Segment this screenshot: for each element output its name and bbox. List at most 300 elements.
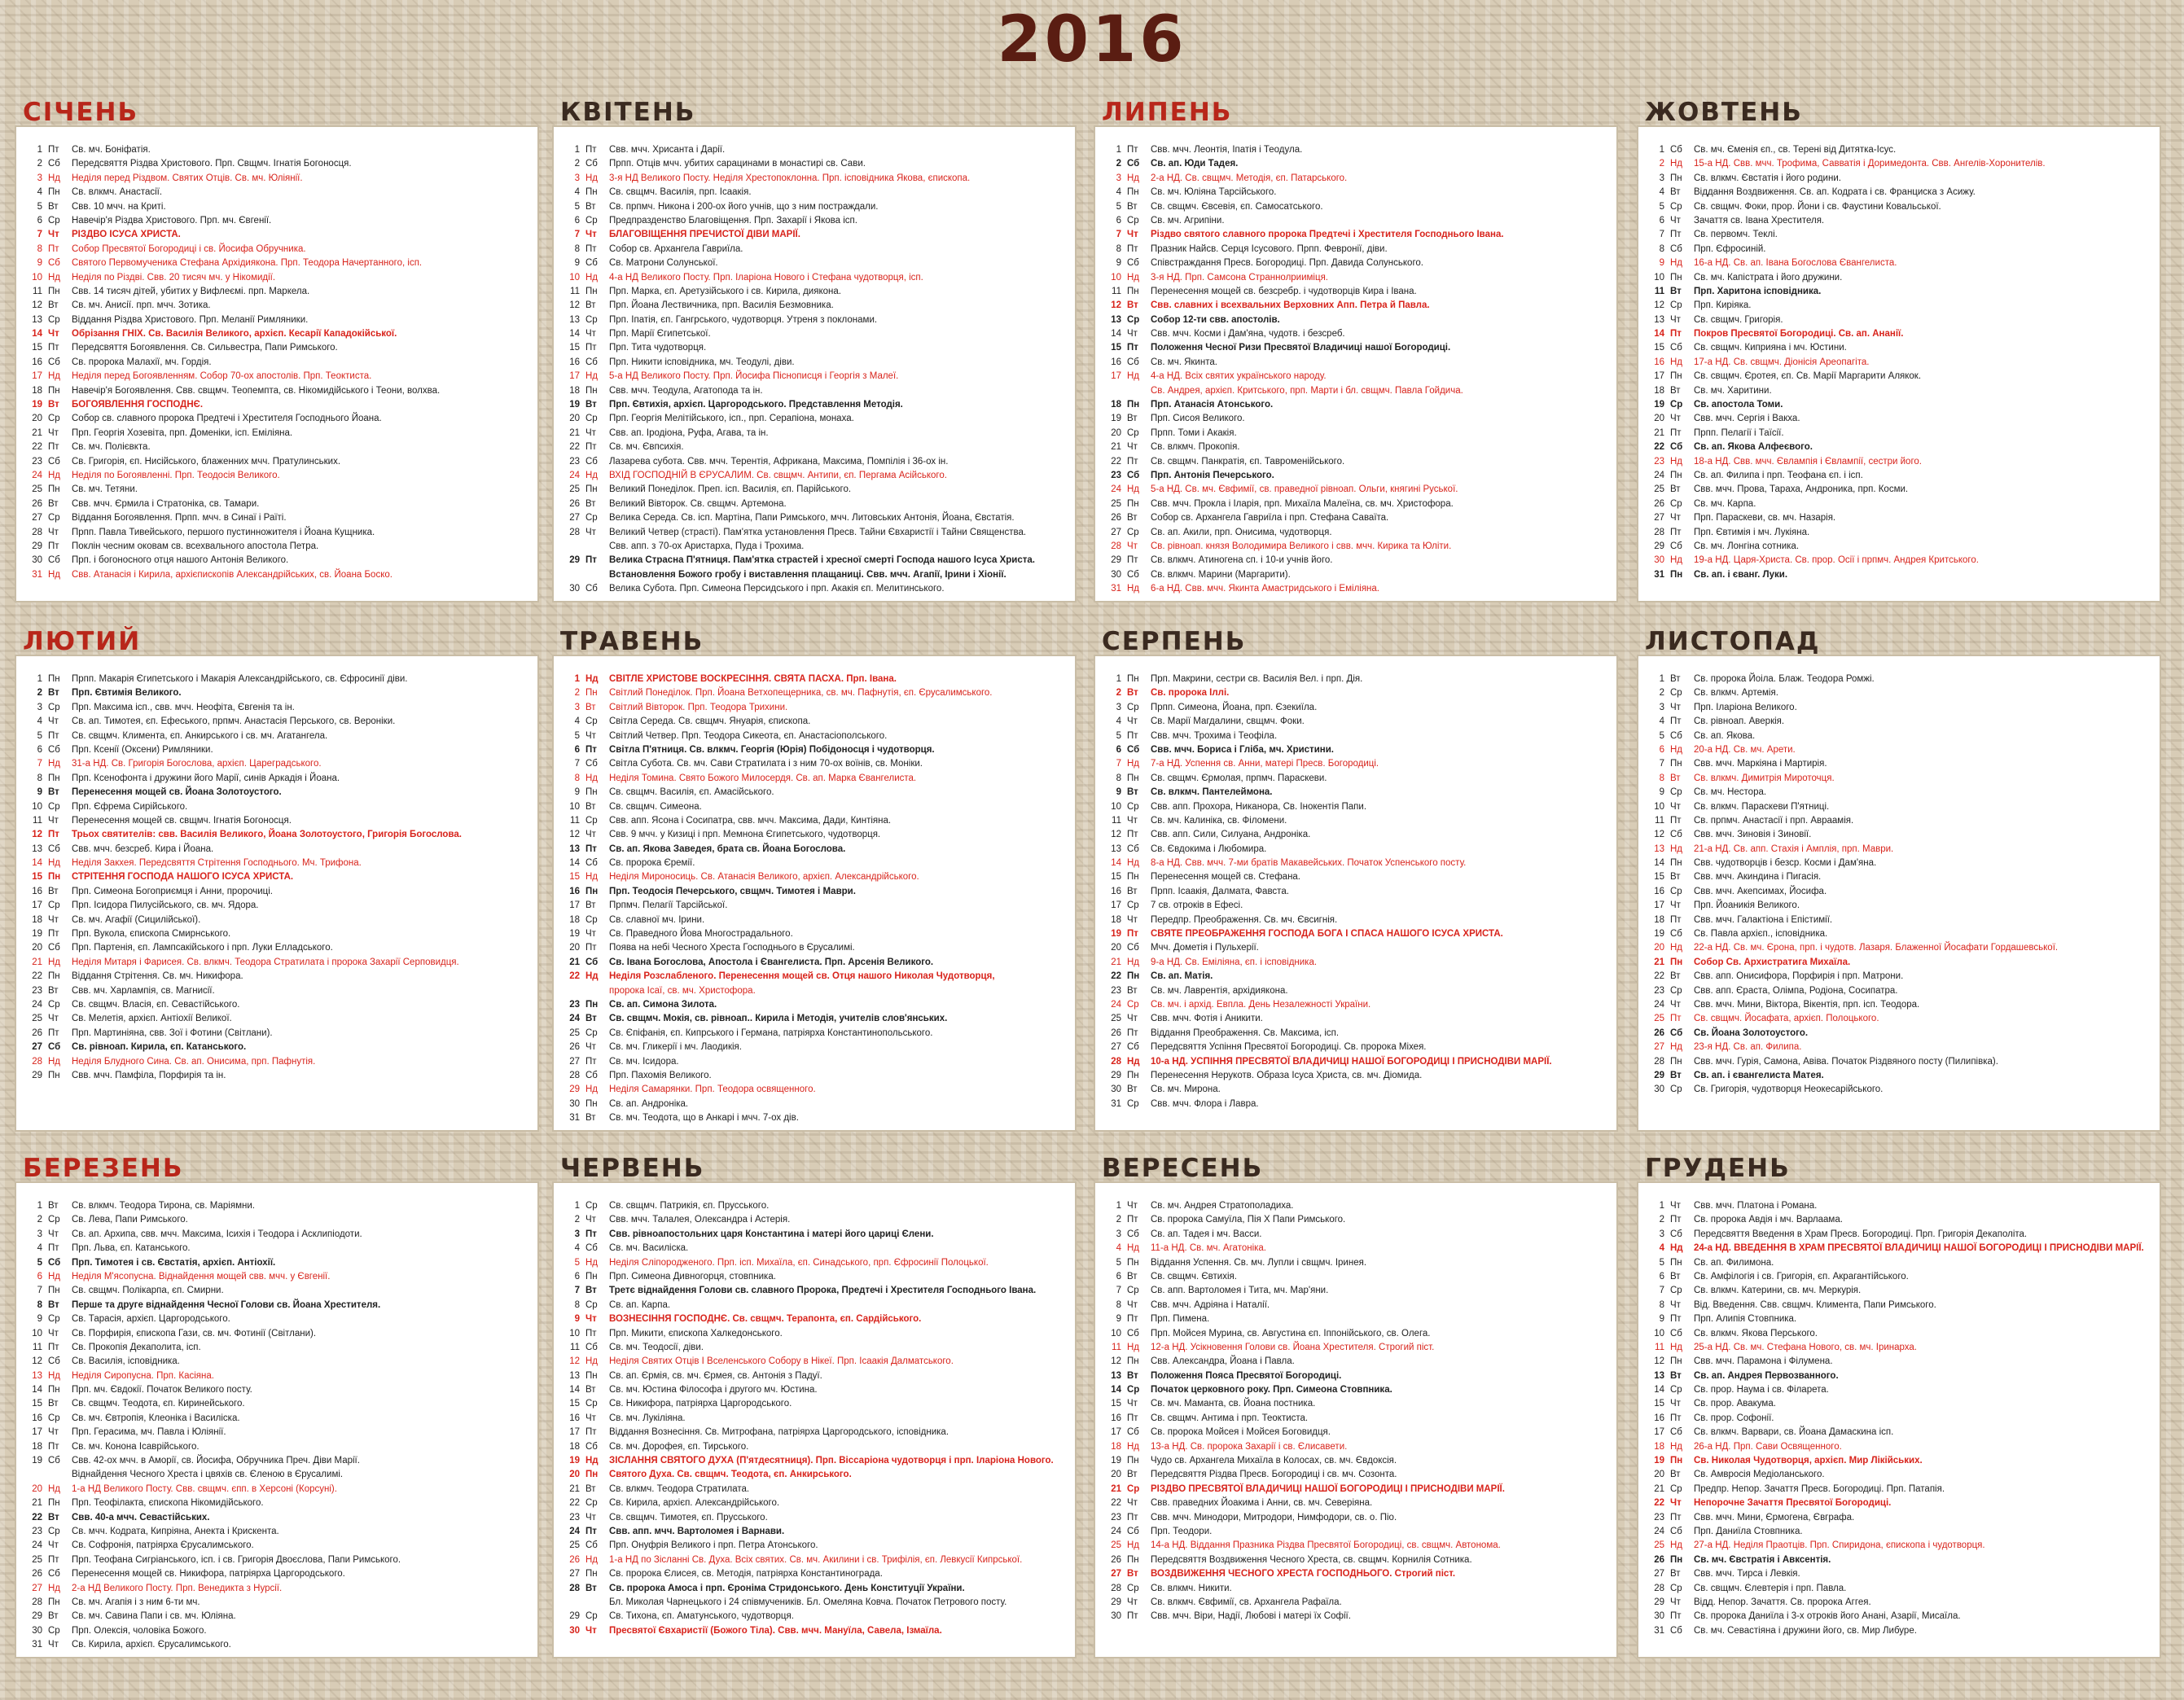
weekday: Пт <box>1670 914 1682 925</box>
weekday: Нд <box>585 971 599 982</box>
day-text: Св. мч. Полієвкта. <box>72 442 151 453</box>
day-row <box>24 1440 529 1454</box>
day-number: 15 <box>32 1399 42 1409</box>
day-row <box>1103 483 1608 497</box>
day-row <box>1647 1041 2151 1054</box>
day-row <box>1647 1242 2151 1255</box>
day-number: 5 <box>1116 1257 1121 1268</box>
day-row <box>1103 1525 1608 1539</box>
day-number: 27 <box>1111 1569 1121 1580</box>
month-block <box>16 96 537 601</box>
day-row <box>1103 313 1608 327</box>
day-row <box>1647 1397 2151 1411</box>
day-text: Св. влкмч. Якова Перського. <box>1694 1328 1818 1339</box>
day-text: Св. свщмч. Василія, прп. Ісаакія. <box>609 187 752 198</box>
day-row <box>562 927 1067 941</box>
weekday: Чт <box>585 1215 596 1225</box>
day-row <box>24 1638 529 1652</box>
day-number: 12 <box>32 300 42 311</box>
day-number: 27 <box>1654 1042 1664 1053</box>
weekday: Нд <box>1670 159 1683 169</box>
day-row <box>562 256 1067 270</box>
weekday: Пт <box>1127 343 1138 353</box>
day-number: 3 <box>1116 702 1121 712</box>
day-number: 10 <box>569 1328 580 1339</box>
weekday: Пн <box>585 286 598 296</box>
weekday: Вт <box>48 1399 59 1409</box>
day-row <box>1103 686 1608 700</box>
day-number: 31 <box>32 1640 42 1650</box>
day-row <box>24 228 529 242</box>
day-number: 23 <box>569 1512 580 1523</box>
weekday <box>42 1468 72 1482</box>
day-row <box>24 1567 529 1581</box>
day-text: Неділя по Богоявленні. Прп. Теодосія Великого. <box>72 470 280 480</box>
day-text: Свв. мчч. Зиновія і Зиновії. <box>1694 830 1812 840</box>
day-row <box>562 497 1067 511</box>
day-text: Св. свщмч. Климента, єп. Анкирського і св. мч. Агатангела. <box>72 730 328 741</box>
day-row <box>24 1596 529 1610</box>
day-row <box>1103 1596 1608 1610</box>
day-number: 20 <box>32 943 42 953</box>
day-number: 12 <box>1111 830 1121 840</box>
day-text: Св. мч. і архід. Евпла. День Незалежності України. <box>1151 999 1371 1010</box>
day-number: 1 <box>574 1201 580 1211</box>
day-number: 1 <box>1659 145 1664 155</box>
weekday: Пн <box>1127 1554 1139 1565</box>
day-text: Св. мчч. Кодрата, Кипріяна, Анекта і Крискента. <box>72 1526 279 1536</box>
weekday: Сб <box>1127 569 1139 580</box>
weekday: Чт <box>1127 815 1138 826</box>
day-text: Св. мч. Василіска. <box>609 1243 689 1254</box>
weekday: Пт <box>585 555 597 566</box>
day-number: 2 <box>1659 1215 1664 1225</box>
day-row <box>24 214 529 228</box>
day-text: Св. мч. Лукіліяна. <box>609 1413 686 1423</box>
day-row <box>24 800 529 814</box>
day-number: 25 <box>1654 1014 1664 1024</box>
day-number: 1 <box>37 1201 42 1211</box>
day-row <box>1647 743 2151 757</box>
day-row <box>1103 540 1608 554</box>
weekday: Пт <box>1127 1027 1138 1038</box>
weekday: Пн <box>1127 1456 1139 1466</box>
day-text: Прп. Єфрема Сирійського. <box>72 801 188 812</box>
day-row <box>562 885 1067 899</box>
day-row <box>1103 228 1608 242</box>
day-text: Відд. Непор. Зачаття. Св. пророка Аггея. <box>1694 1597 1871 1607</box>
day-row <box>24 843 529 857</box>
weekday: Сб <box>1670 1526 1682 1536</box>
day-number: 6 <box>1659 215 1664 226</box>
day-text: Свв. мчч. Єрмила і Стратоніка, св. Тамари. <box>72 498 260 509</box>
day-row <box>1647 1412 2151 1426</box>
weekday: Сб <box>1670 730 1682 741</box>
month-title: ВЕРЕСЕНЬ <box>1102 1154 1264 1183</box>
weekday: Пн <box>1127 1356 1139 1367</box>
day-number: 17 <box>1654 371 1664 382</box>
day-text: Св. влкмч. Никити. <box>1151 1583 1232 1593</box>
day-text: 1-а НД Великого Посту. Свв. свщмч. єпп. в Херсоні (Корсуні). <box>72 1483 337 1494</box>
weekday: Нд <box>1127 484 1140 495</box>
day-row <box>24 157 529 171</box>
weekday: Ср <box>48 999 60 1010</box>
day-text: Перенесення Нерукотв. Образа Ісуса Христа, св. мч. Діомида. <box>1151 1070 1423 1080</box>
weekday: Сб <box>1127 1526 1139 1536</box>
day-row <box>562 673 1067 686</box>
day-number: 29 <box>32 1070 42 1080</box>
day-row <box>24 1397 529 1411</box>
day-number: 5 <box>37 730 42 741</box>
day-row <box>562 1228 1067 1242</box>
day-text: Прп. Параскеви, св. мч. Назарія. <box>1694 513 1836 524</box>
weekday: Чт <box>48 1540 59 1551</box>
day-text: 11-а НД. Св. мч. Агатоніка. <box>1151 1243 1267 1254</box>
day-row <box>1647 1228 2151 1242</box>
day-row <box>562 1539 1067 1553</box>
day-number: 20 <box>569 414 580 424</box>
day-text: Прп. Алипія Стовпника. <box>1694 1314 1797 1325</box>
weekday: Пт <box>1670 427 1682 438</box>
day-text: 24-а НД. ВВЕДЕННЯ В ХРАМ ПРЕСВЯТОЇ ВЛАДИЧИЦІ НАШОЇ БОГОРОДИЦІ І ПРИСНОДІВИ МАРІЇ. <box>1694 1243 2144 1254</box>
day-text: Прп. Ісидора Пилусійського, св. мч. Ядора. <box>72 900 259 911</box>
day-number: 10 <box>1654 801 1664 812</box>
month-block <box>1638 625 2160 1130</box>
day-number: 11 <box>1655 815 1664 826</box>
day-row <box>1647 885 2151 899</box>
weekday: Ср <box>1127 215 1139 226</box>
day-row <box>1647 1610 2151 1623</box>
weekday: Вт <box>1127 985 1138 996</box>
day-text: Свв. апп. Єраста, Олімпа, Родіона, Сосипатра. <box>1694 985 1898 996</box>
day-number: 23 <box>1111 1512 1121 1523</box>
day-row <box>562 1242 1067 1255</box>
day-row <box>1647 1383 2151 1397</box>
weekday: Сб <box>585 357 598 367</box>
day-row <box>1647 1369 2151 1383</box>
day-text: Неділя М'ясопусна. Віднайдення мощей свв. мчч. у Євгенії. <box>72 1271 331 1282</box>
day-number: 13 <box>569 1370 580 1381</box>
day-text: Свв. апп. Ясона і Сосипатра, свв. мчч. Максима, Дади, Кинтіяна. <box>609 815 892 826</box>
day-row <box>1103 469 1608 483</box>
day-row <box>1103 1412 1608 1426</box>
day-number: 25 <box>569 1540 580 1551</box>
day-text: Свв. апп. Сили, Силуана, Андроніка. <box>1151 830 1311 840</box>
day-number: 8 <box>37 773 42 783</box>
day-text: 5-а НД Великого Посту. Прп. Йосифа Піснописця і Георгія з Малеї. <box>609 371 899 382</box>
day-number: 14 <box>1654 329 1664 340</box>
day-text: Прп. і богоносного отця нашого Антонія Великого. <box>72 555 289 566</box>
day-row <box>24 327 529 341</box>
weekday: Сб <box>48 456 60 467</box>
day-number: 20 <box>1654 1470 1664 1480</box>
weekday: Сб <box>1127 744 1140 755</box>
day-number: 4 <box>1116 1243 1121 1254</box>
day-text: Передсвяття Воздвиження Чесного Хреста, св. свщмч. Корнилія Сотника. <box>1151 1554 1472 1565</box>
weekday: Ср <box>1127 702 1139 712</box>
day-row <box>562 970 1067 984</box>
day-number: 15 <box>32 343 42 353</box>
day-number: 18 <box>1654 385 1664 396</box>
day-number: 19 <box>32 929 42 940</box>
day-number: 1 <box>37 674 42 684</box>
day-number: 12 <box>1654 1356 1664 1367</box>
day-row <box>562 157 1067 171</box>
day-number: 21 <box>1111 442 1121 453</box>
day-text: Неділя Томина. Свято Божого Милосердя. Св. ап. Марка Євангелиста. <box>609 773 917 783</box>
weekday: Пн <box>585 1569 598 1580</box>
day-text: 8-а НД. Свв. мчч. 7-ми братів Макавейських. Початок Успенського посту. <box>1151 858 1467 869</box>
weekday: Пт <box>48 442 59 453</box>
day-text: 27-а НД. Неділя Праотців. Прп. Спиридона, єпископа і чудотворця. <box>1694 1540 1985 1551</box>
day-number: 14 <box>32 1385 42 1395</box>
weekday: Вт <box>1670 187 1681 198</box>
day-text: Трьох святителів: свв. Василія Великого, Йоана Золотоустого, Григорія Богослова. <box>72 830 462 840</box>
day-row <box>1647 214 2151 228</box>
day-number: 21 <box>1654 427 1664 438</box>
weekday: Пн <box>48 187 60 198</box>
day-text: Св. пророка Йоіла. Блаж. Теодора Ромжі. <box>1694 674 1875 684</box>
day-row <box>562 1412 1067 1426</box>
day-text: Свв. мчч. Акиндина і Пигасія. <box>1694 872 1822 883</box>
day-text: Св. прор. Наума і св. Філарета. <box>1694 1385 1829 1395</box>
weekday: Ср <box>585 314 598 325</box>
weekday: Пт <box>1127 830 1138 840</box>
day-number: 9 <box>37 258 42 269</box>
weekday <box>580 568 609 582</box>
day-text: Св. мч. Євпсихія. <box>609 442 684 453</box>
day-text: Св. ап. Якова Заведея, брата св. Йоана Богослова. <box>609 843 846 854</box>
day-number: 3 <box>1116 1229 1121 1239</box>
day-row <box>24 370 529 383</box>
day-number: 27 <box>1111 1042 1121 1053</box>
day-row <box>24 1553 529 1567</box>
weekday: Ср <box>1127 1098 1139 1109</box>
day-number: 25 <box>1654 1540 1664 1551</box>
day-number: 3 <box>1659 702 1664 712</box>
day-number: 1 <box>1659 674 1664 684</box>
weekday: Пн <box>1127 498 1139 509</box>
day-row <box>562 214 1067 228</box>
day-number: 6 <box>37 1271 42 1282</box>
weekday: Вт <box>1127 201 1138 212</box>
day-number: 6 <box>574 744 580 755</box>
weekday: Пн <box>585 1271 598 1282</box>
day-number: 24 <box>569 470 580 480</box>
day-number: 8 <box>1659 243 1664 254</box>
weekday: Нд <box>585 371 599 382</box>
day-row <box>562 1012 1067 1026</box>
day-number: 27 <box>1654 513 1664 524</box>
weekday: Сб <box>585 1243 598 1254</box>
day-number: 12 <box>1111 300 1121 311</box>
weekday: Ср <box>48 702 60 712</box>
day-text: Св. Павла архієп., ісповідника. <box>1694 929 1828 940</box>
weekday: Нд <box>585 173 599 183</box>
day-row <box>24 1369 529 1383</box>
day-number: 12 <box>1654 830 1664 840</box>
weekday: Пт <box>585 943 597 953</box>
day-row <box>1647 243 2151 256</box>
day-number: 29 <box>32 541 42 551</box>
day-row <box>1103 1511 1608 1525</box>
weekday: Сб <box>1127 843 1139 854</box>
day-number: 10 <box>1654 1328 1664 1339</box>
day-row <box>24 1610 529 1623</box>
day-row <box>24 772 529 786</box>
day-row <box>1647 1199 2151 1213</box>
month-title: ЧЕРВЕНЬ <box>560 1154 705 1183</box>
weekday: Чт <box>585 1042 596 1053</box>
day-number: 15 <box>1111 1399 1121 1409</box>
day-text: Перше та друге віднайдення Чесної Голови св. Йоана Хрестителя. <box>72 1299 381 1310</box>
weekday: Вт <box>585 702 596 712</box>
day-text: Св. мч. Лаврентія, архідиякона. <box>1151 985 1288 996</box>
day-text: Св. ап. Юди Тадея. <box>1151 159 1239 169</box>
day-text: Непорочне Зачаття Пресвятої Богородиці. <box>1694 1498 1892 1509</box>
day-row <box>1103 956 1608 970</box>
day-row <box>1647 1567 2151 1581</box>
day-number: 7 <box>37 230 42 240</box>
weekday: Чт <box>48 716 59 727</box>
day-row <box>1647 554 2151 567</box>
day-number: 23 <box>1654 985 1664 996</box>
day-number: 23 <box>1654 1512 1664 1523</box>
day-row <box>24 914 529 927</box>
day-number: 18 <box>1111 914 1121 925</box>
day-text: Віддання Різдва Христового. Прп. Меланії Римляники. <box>72 314 309 325</box>
day-row <box>562 285 1067 299</box>
day-number: 9 <box>1659 1314 1664 1325</box>
day-text: Св. Николая Чудотворця, архієп. Мир Лікійських. <box>1694 1456 1923 1466</box>
day-number: 13 <box>1111 1370 1121 1381</box>
weekday: Ср <box>48 1215 60 1225</box>
weekday: Ср <box>1670 688 1682 699</box>
day-number: 2 <box>1116 159 1121 169</box>
weekday: Нд <box>48 759 61 769</box>
day-row <box>24 511 529 525</box>
weekday: Сб <box>1670 1229 1682 1239</box>
weekday: Ср <box>1670 1385 1682 1395</box>
weekday: Ср <box>1127 1286 1139 1296</box>
day-number: 13 <box>569 314 580 325</box>
weekday: Пн <box>1670 957 1683 967</box>
weekday: Пт <box>1127 555 1138 566</box>
weekday: Чт <box>585 1625 597 1636</box>
day-number: 14 <box>569 858 580 869</box>
weekday: Пн <box>1670 1554 1683 1565</box>
day-row <box>1647 701 2151 715</box>
day-row <box>1103 828 1608 842</box>
day-number: 5 <box>1659 201 1664 212</box>
weekday: Нд <box>1127 1540 1140 1551</box>
day-number: 26 <box>32 1569 42 1580</box>
weekday: Пн <box>1127 773 1139 783</box>
weekday: Сб <box>585 1441 598 1452</box>
day-text: Св. мч. Капістрата і його дружини. <box>1694 272 1843 283</box>
day-text: Неділя Митаря і Фарисея. Св. влкмч. Теодора Стратилата і пророка Захарії Серповидця. <box>72 957 459 967</box>
day-text: Св. свщмч. Теодота, єп. Киринейського. <box>72 1399 245 1409</box>
day-row <box>1647 157 2151 171</box>
weekday: Нд <box>1670 1540 1683 1551</box>
day-number: 5 <box>37 201 42 212</box>
year-title: 2016 <box>997 3 1187 77</box>
day-row <box>562 200 1067 214</box>
day-text: 21-а НД. Св. апп. Стахія і Амплія, прп. Маври. <box>1694 843 1894 854</box>
day-number: 7 <box>37 759 42 769</box>
day-row <box>1103 1355 1608 1369</box>
weekday: Нд <box>585 1084 599 1095</box>
day-text: Прп. Тита чудотворця. <box>609 343 707 353</box>
day-number: 3 <box>1116 173 1121 183</box>
day-row <box>562 398 1067 412</box>
weekday: Чт <box>1670 1399 1681 1409</box>
day-text: Свв. мчч. Гурія, Самона, Авіва. Початок Різдвяного посту (Пилипівка). <box>1694 1056 1998 1067</box>
weekday: Чт <box>1127 1498 1138 1509</box>
day-text: Прп. Льва, єп. Катанського. <box>72 1243 191 1254</box>
weekday: Чт <box>1127 442 1138 453</box>
day-text: ЗІСЛАННЯ СВЯТОГО ДУХА (П'ятдесятниця). Прп. Віссаріона чудотворця і прп. Іларіона Нового. <box>609 1456 1054 1466</box>
day-number: 9 <box>37 1314 42 1325</box>
day-number: 24 <box>1654 470 1664 480</box>
day-text: Св. пророка Самуїла, Пія X Папи Римського. <box>1151 1215 1346 1225</box>
month-title: ЛИСТОПАД <box>1645 627 1821 656</box>
weekday: Пн <box>48 484 60 495</box>
day-row <box>1103 1483 1608 1496</box>
day-number: 30 <box>1111 1084 1121 1095</box>
day-row <box>562 341 1067 355</box>
day-number: 28 <box>569 1070 580 1080</box>
day-text: Святого Духа. Св. свщмч. Теодота, єп. Анкирського. <box>609 1470 852 1480</box>
day-text: Св. Тарасія, архієп. Царгородського. <box>72 1314 230 1325</box>
day-row <box>24 568 529 582</box>
weekday: Пн <box>585 886 599 896</box>
day-number: 1 <box>1659 1201 1664 1211</box>
day-row <box>562 455 1067 469</box>
weekday: Пн <box>1670 1456 1683 1466</box>
day-text: Прпп. Ісаакія, Далмата, Фавста. <box>1151 886 1289 896</box>
day-row <box>1103 899 1608 913</box>
day-row <box>1647 1069 2151 1083</box>
day-row <box>24 1624 529 1638</box>
day-number: 17 <box>569 1427 580 1438</box>
day-number: 11 <box>1654 286 1664 296</box>
day-row <box>24 384 529 398</box>
day-number: 5 <box>574 201 580 212</box>
day-number: 3 <box>37 702 42 712</box>
day-row <box>24 743 529 757</box>
day-number: 8 <box>1659 773 1664 783</box>
month-title: ЖОВТЕНЬ <box>1645 98 1803 127</box>
day-number: 20 <box>1111 1470 1121 1480</box>
day-number: 26 <box>569 1554 580 1565</box>
weekday: Сб <box>1127 357 1139 367</box>
weekday: Сб <box>1670 145 1682 155</box>
day-row <box>1647 1270 2151 1284</box>
day-row <box>562 483 1067 497</box>
day-text: Св. Амфілогія і св. Григорія, єп. Акрагантійського. <box>1694 1271 1909 1282</box>
weekday: Сб <box>48 159 60 169</box>
day-text: Свв. мч. Харлампія, св. Магнисії. <box>72 985 215 996</box>
day-row <box>1647 673 2151 686</box>
weekday: Чт <box>48 1229 59 1239</box>
day-text: Прп. Даниїла Стовпника. <box>1694 1526 1803 1536</box>
weekday: Вт <box>1670 674 1681 684</box>
weekday: Пн <box>48 385 60 396</box>
day-number: 7 <box>1116 1286 1121 1296</box>
day-row <box>1647 1582 2151 1596</box>
day-number: 10 <box>32 272 42 283</box>
